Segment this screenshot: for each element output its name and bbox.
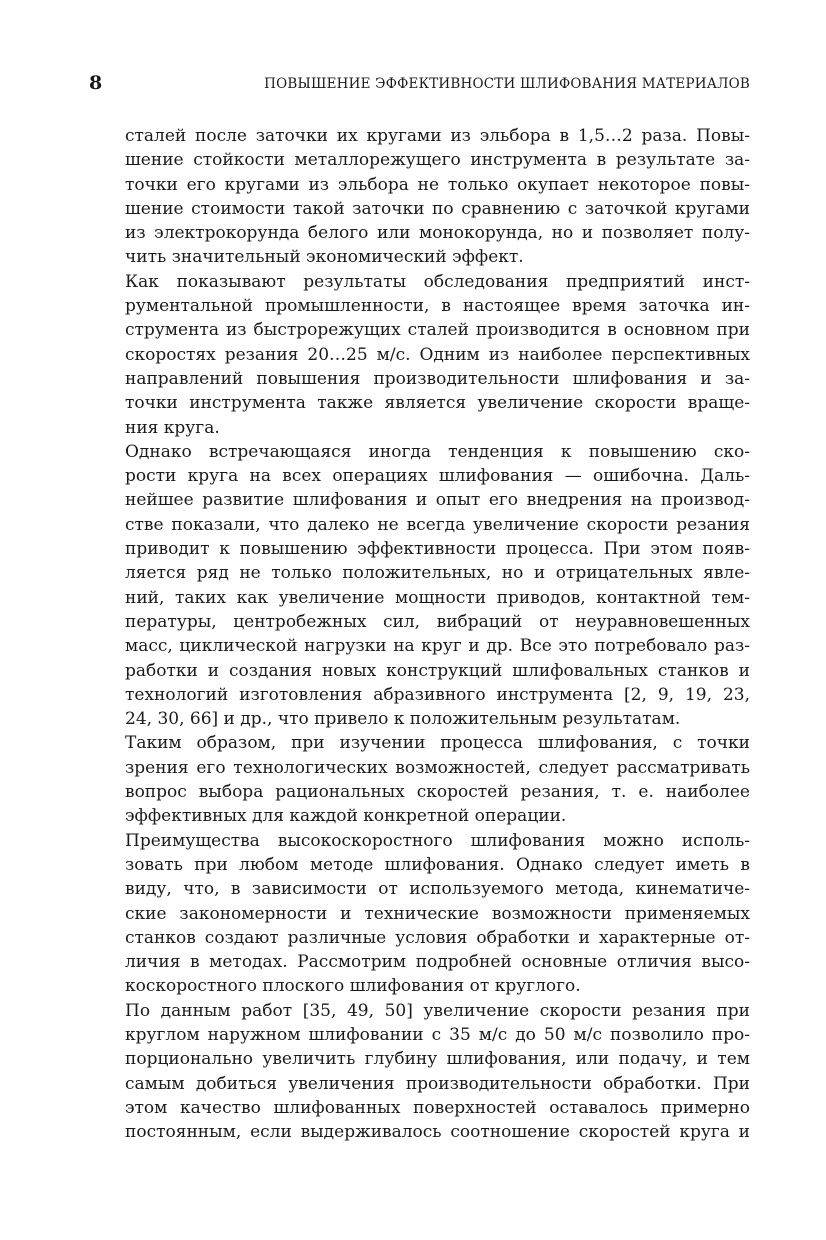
text-line: рости круга на всех операциях шлифования — ошибочна. Даль-: [125, 466, 750, 487]
paragraph: [89, 999, 750, 1145]
text-line: шение стоимости такой заточки по сравнению с заточкой кругами: [125, 198, 750, 219]
paragraph: [89, 731, 750, 828]
text-line: технологий изготовления абразивного инструмента [2, 9, 19, 23,: [125, 684, 750, 705]
text-line: ния круга.: [125, 417, 220, 438]
text-line: станков создают различные условия обработки и характерные от-: [125, 927, 750, 948]
text-line: ний, таких как увеличение мощности приводов, контактной тем-: [125, 587, 750, 608]
text-line: рументальной промышленности, в настоящее время заточка ин-: [125, 296, 750, 317]
text-line: сталей после заточки их кругами из эльбора в 1,5…2 раза. Повы-: [125, 126, 750, 146]
text-line: Как показывают результаты обследования предприятий инст-: [125, 271, 750, 292]
text-line: работки и создания новых конструкций шлифовальных станков и: [125, 660, 750, 681]
text-line: зовать при любом методе шлифования. Однако следует иметь в: [125, 854, 750, 875]
text-line: чить значительный экономический эффект.: [125, 247, 524, 268]
paragraph: [89, 440, 750, 732]
text-line: вопрос выбора рациональных скоростей резания, т. е. наиболее: [125, 782, 750, 803]
text-line: скоростях резания 20…25 м/с. Одним из наиболее перспективных: [125, 344, 750, 365]
text-line: стве показали, что далеко не всегда увеличение скорости резания: [125, 514, 750, 535]
paragraph: [89, 829, 750, 999]
page-header: [89, 72, 750, 96]
paragraph: [89, 124, 750, 270]
text-line: По данным работ [35, 49, 50] увеличение скорости резания при: [125, 1000, 750, 1021]
text-line: самым добиться увеличения производительности обработки. При: [125, 1073, 750, 1094]
text-line: приводит к повышению эффективности процесса. При этом появ-: [125, 539, 750, 560]
text-line: масс, циклической нагрузки на круг и др. Все это потребовало раз-: [125, 636, 750, 657]
text-line: этом качество шлифованных поверхностей оставалось примерно: [125, 1097, 750, 1118]
paragraph: [89, 270, 750, 440]
body-text: [89, 124, 750, 1144]
text-line: порционально увеличить глубину шлифования, или подачу, и тем: [125, 1049, 750, 1070]
text-line: круглом наружном шлифовании с 35 м/с до 50 м/с позволило про-: [125, 1024, 750, 1045]
text-line: зрения его технологических возможностей, следует рассматривать: [125, 757, 750, 778]
text-line: личия в методах. Рассмотрим подробней основные отличия высо-: [125, 952, 750, 973]
text-line: Однако встречающаяся иногда тенденция к повышению ско-: [125, 441, 750, 462]
text-line: шение стойкости металлорежущего инструмента в результате за-: [125, 150, 750, 171]
page-number: 8: [89, 72, 103, 94]
text-line: Таким образом, при изучении процесса шлифования, с точки: [125, 733, 750, 754]
text-line: пературы, центробежных сил, вибраций от неуравновешенных: [125, 611, 750, 632]
text-line: нейшее развитие шлифования и опыт его внедрения на производ-: [125, 490, 750, 511]
text-line: точки инструмента также является увеличение скорости враще-: [125, 393, 750, 414]
running-title: ПОВЫШЕНИЕ ЭФФЕКТИВНОСТИ ШЛИФОВАНИЯ МАТЕРИАЛОВ: [264, 76, 750, 92]
text-line: направлений повышения производительности шлифования и за-: [125, 368, 750, 389]
text-line: ские закономерности и технические возможности применяемых: [125, 903, 750, 924]
text-line: эффективных для каждой конкретной операции.: [125, 806, 567, 827]
text-line: коскоростного плоского шлифования от круглого.: [125, 976, 581, 997]
text-line: постоянным, если выдерживалось соотношение скоростей круга и: [125, 1122, 750, 1143]
text-line: 24, 30, 66] и др., что привело к положительным результатам.: [125, 709, 681, 730]
text-line: виду, что, в зависимости от используемого метода, кинематиче-: [125, 879, 750, 900]
text-line: Преимущества высокоскоростного шлифования можно исполь-: [125, 830, 750, 851]
text-line: точки его кругами из эльбора не только окупает некоторое повы-: [125, 174, 750, 195]
text-line: ляется ряд не только положительных, но и отрицательных явле-: [125, 563, 750, 584]
text-line: из электрокорунда белого или монокорунда, но и позволяет полу-: [125, 223, 750, 244]
text-line: струмента из быстрорежущих сталей производится в основном при: [125, 320, 750, 341]
